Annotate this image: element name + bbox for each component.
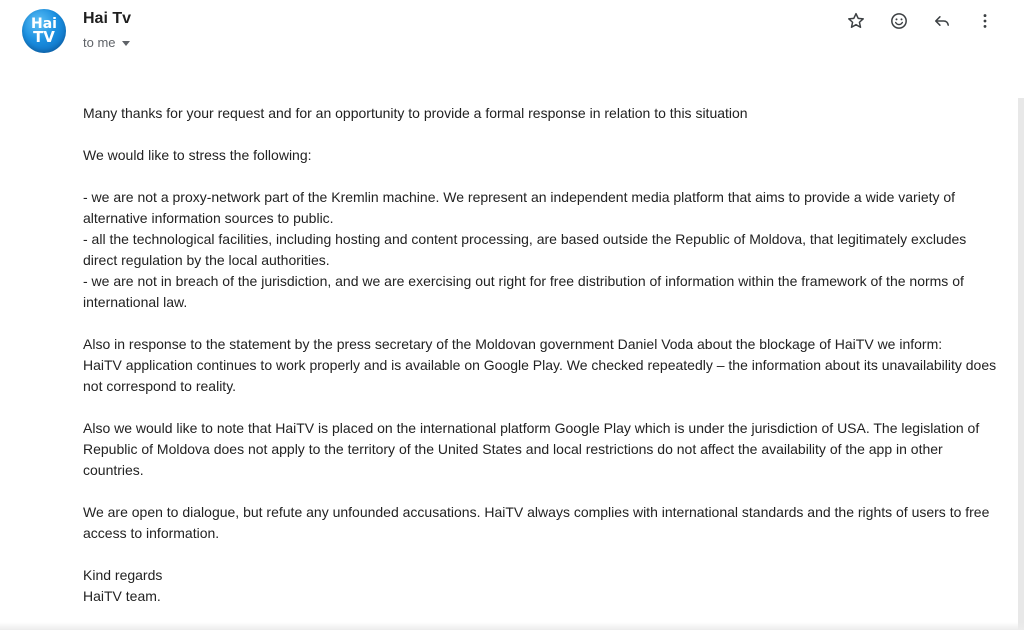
add-reaction-button[interactable] [877, 6, 920, 36]
chevron-down-icon [122, 41, 130, 46]
intro-paragraph: Many thanks for your request and for an opportunity to provide a formal response in relation to this situation [83, 105, 748, 121]
reply-icon [932, 11, 952, 31]
scrollbar[interactable] [1018, 98, 1024, 630]
sender-name[interactable]: Hai Tv [83, 10, 132, 27]
stress-heading: We would like to stress the following: [83, 147, 312, 163]
bottom-edge-shadow [0, 622, 1024, 630]
sender-avatar[interactable] [22, 9, 66, 53]
star-icon [846, 11, 866, 31]
message-body [83, 103, 1003, 607]
jurisdiction-paragraph: Also we would like to note that HaiTV is placed on the international platform Google Play which is under the jurisdiction of USA. The legislation of Republic of Moldova does not apply to the territory of the United States and local restrictions do not affect the availability of the app in other countries. [83, 420, 980, 478]
dialogue-paragraph: We are open to dialogue, but refute any unfounded accusations. HaiTV always complies with international standards and the rights of users to free access to information. [83, 504, 990, 541]
point-jurisdiction: - we are not in breach of the jurisdiction, and we are exercising out right for free distribution of information within the framework of the norms of international law. [83, 273, 964, 310]
recipient-label: to me [83, 35, 116, 50]
message-header [0, 0, 1024, 70]
point-technological-facilities: - all the technological facilities, including hosting and content processing, are based outside the Republic of Moldova, that legitimately excludes direct regulation by the local authorities. [83, 231, 967, 268]
avatar-text-bottom: TV [33, 28, 55, 46]
star-button[interactable] [834, 6, 877, 36]
recipient-details-toggle[interactable] [83, 35, 130, 50]
availability-paragraph: HaiTV application continues to work properly and is available on Google Play. We checked repeatedly – the information about its unavailability does not correspond to reality. [83, 357, 997, 394]
more-options-button[interactable] [963, 6, 1006, 36]
point-proxy-network: - we are not a proxy-network part of the Kremlin machine. We represent an independent media platform that aims to provide a wide variety of alternative information sources to public. [83, 189, 956, 226]
signature: HaiTV team. [83, 588, 161, 604]
reply-button[interactable] [920, 6, 963, 36]
message-actions [834, 6, 1006, 36]
avatar-text-top: Hai [31, 16, 57, 32]
statement-paragraph: Also in response to the statement by the press secretary of the Moldovan government Daniel Voda about the blockage of HaiTV we inform: [83, 336, 943, 352]
signoff: Kind regards [83, 567, 163, 583]
more-vertical-icon [975, 11, 995, 31]
emoji-icon [889, 11, 909, 31]
